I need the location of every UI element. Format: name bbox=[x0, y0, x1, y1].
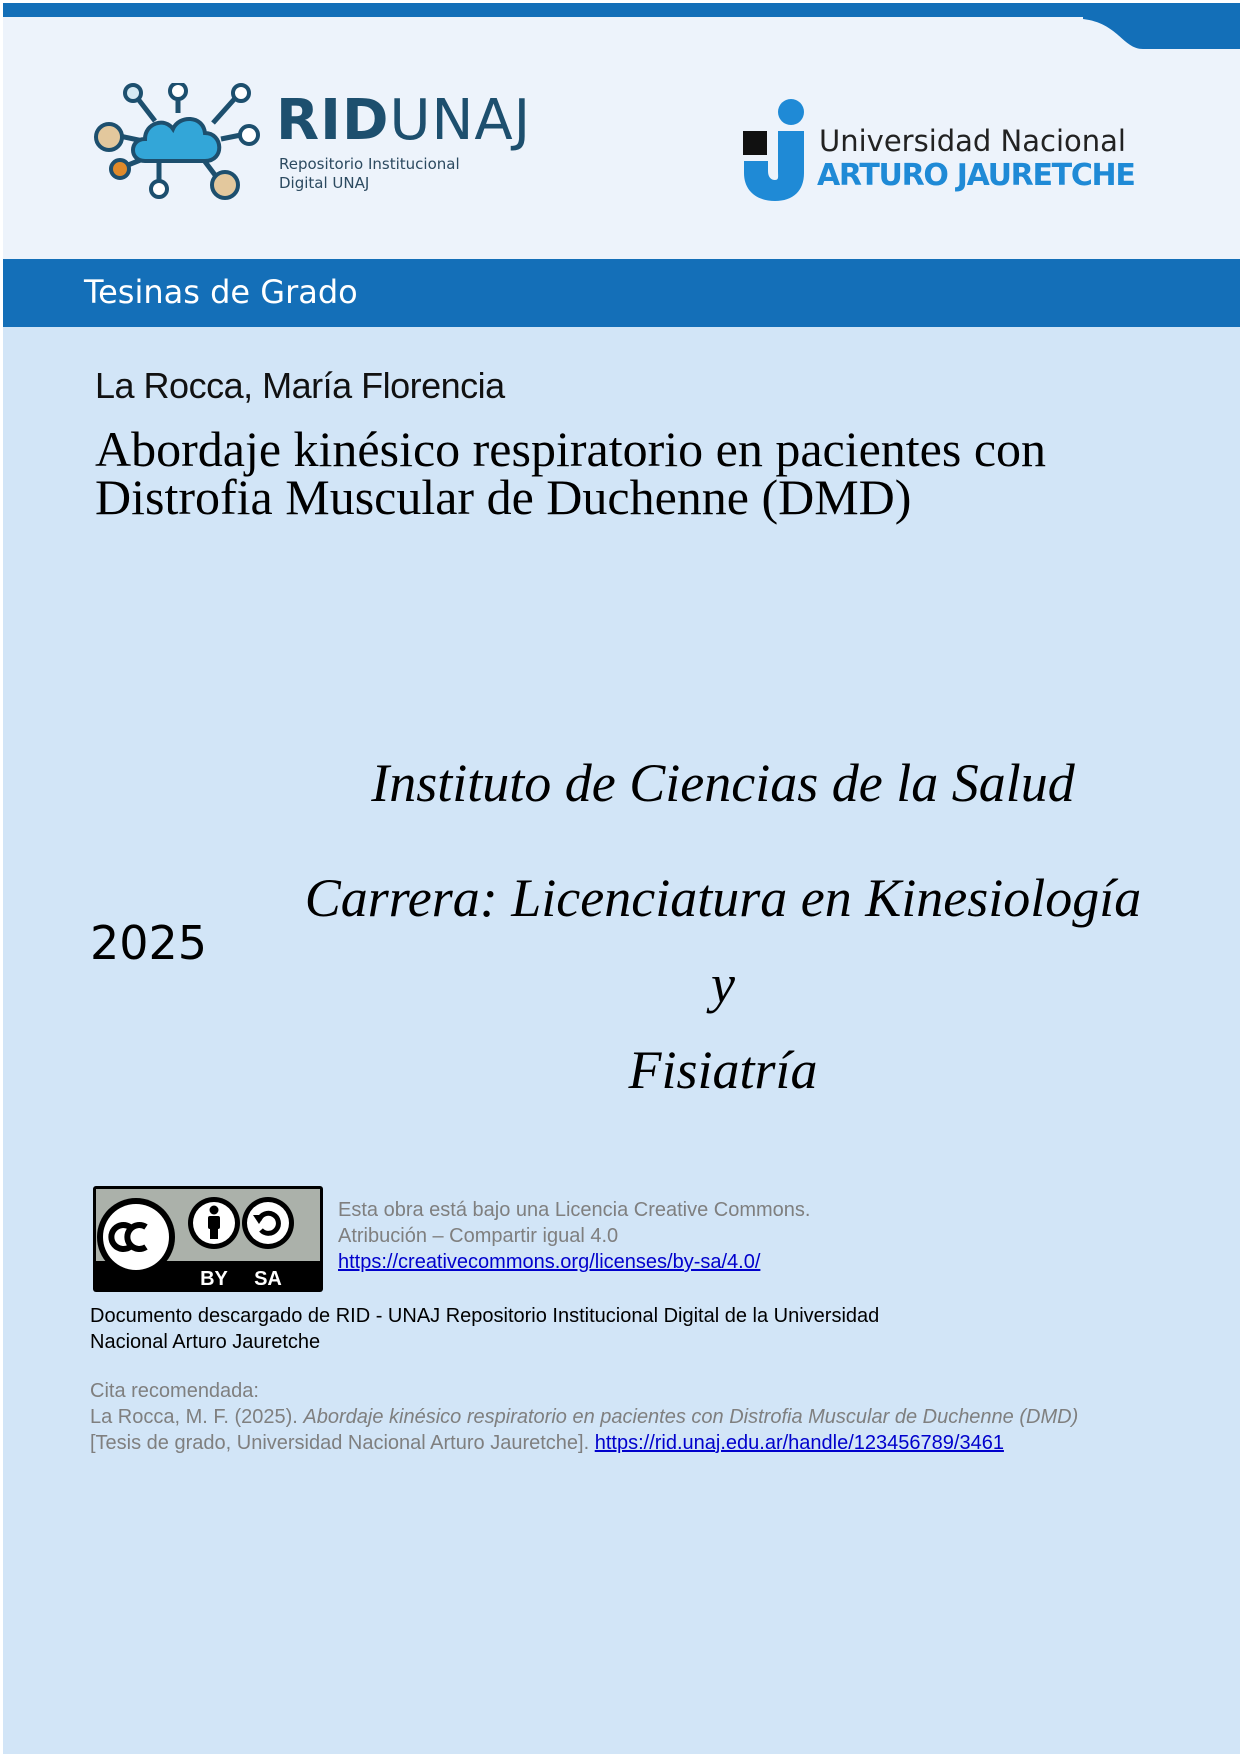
top-strip bbox=[3, 3, 1240, 17]
cc-license-badge[interactable] bbox=[92, 1185, 324, 1293]
cc-by-label: BY bbox=[200, 1268, 228, 1290]
ridunaj-subtitle-line2: Digital UNAJ bbox=[279, 174, 370, 192]
career-line1: Carrera: Licenciatura en Kinesiología y bbox=[304, 868, 1142, 1014]
ridunaj-wordmark bbox=[276, 88, 532, 153]
share-alike-icon bbox=[242, 1197, 294, 1249]
license-line1: Esta obra está bajo una Licencia Creative Commons. bbox=[338, 1199, 811, 1221]
recommended-citation bbox=[90, 1378, 1230, 1456]
section-label: Tesinas de Grado bbox=[84, 273, 358, 311]
author-name: La Rocca, María Florencia bbox=[95, 365, 505, 406]
ridunaj-wordmark-bold: RID bbox=[276, 88, 390, 153]
section-bar bbox=[3, 259, 1240, 327]
document-title-line2: Distrofia Muscular de Duchenne (DMD) bbox=[95, 469, 912, 525]
ridunaj-subtitle bbox=[279, 155, 460, 193]
ridunaj-subtitle-line1: Repositorio Institucional bbox=[279, 155, 460, 173]
cc-sa-label: SA bbox=[254, 1268, 282, 1290]
unaj-j-icon bbox=[741, 99, 809, 203]
publication-year: 2025 bbox=[90, 916, 208, 970]
career-line2: Fisiatría bbox=[628, 1040, 818, 1100]
download-notice bbox=[90, 1303, 990, 1355]
university-name-line1: Universidad Nacional bbox=[819, 124, 1126, 158]
university-name-line2: ARTURO JAURETCHE bbox=[817, 158, 1135, 193]
network-cloud-icon bbox=[93, 83, 268, 205]
header bbox=[3, 3, 1240, 259]
ridunaj-logo bbox=[93, 83, 533, 213]
citation-prefix: La Rocca, M. F. (2025). bbox=[90, 1406, 304, 1428]
document-title-line1: Abordaje kinésico respiratorio en pacientes con bbox=[95, 421, 1047, 477]
career-name bbox=[293, 855, 1153, 1113]
license-text bbox=[338, 1197, 810, 1275]
citation-link[interactable]: https://rid.unaj.edu.ar/handle/123456789/3461 bbox=[594, 1432, 1004, 1454]
citation-source: [Tesis de grado, Universidad Nacional Arturo Jauretche]. bbox=[90, 1432, 595, 1454]
attribution-icon bbox=[188, 1197, 240, 1249]
institute-name: Instituto de Ciencias de la Salud bbox=[371, 753, 1075, 813]
top-wave-decoration bbox=[1083, 3, 1240, 49]
citation-title: Abordaje kinésico respiratorio en pacientes con Distrofia Muscular de Duchenne (DMD) bbox=[303, 1406, 1079, 1428]
license-link[interactable]: https://creativecommons.org/licenses/by-sa/4.0/ bbox=[338, 1251, 761, 1273]
license-line2: Atribución – Compartir igual 4.0 bbox=[338, 1225, 619, 1247]
document-page bbox=[3, 3, 1240, 1754]
citation-line1 bbox=[90, 1404, 1230, 1430]
ridunaj-wordmark-light: UNAJ bbox=[389, 88, 532, 153]
creative-commons-icon bbox=[97, 1198, 175, 1276]
download-notice-line2: Nacional Arturo Jauretche bbox=[90, 1331, 321, 1353]
download-notice-line1: Documento descargado de RID - UNAJ Repositorio Institucional Digital de la Universidad bbox=[90, 1305, 880, 1327]
citation-line2 bbox=[90, 1430, 1230, 1456]
citation-heading: Cita recomendada: bbox=[90, 1380, 259, 1402]
document-title bbox=[95, 421, 1205, 525]
university-logo bbox=[741, 99, 1141, 209]
